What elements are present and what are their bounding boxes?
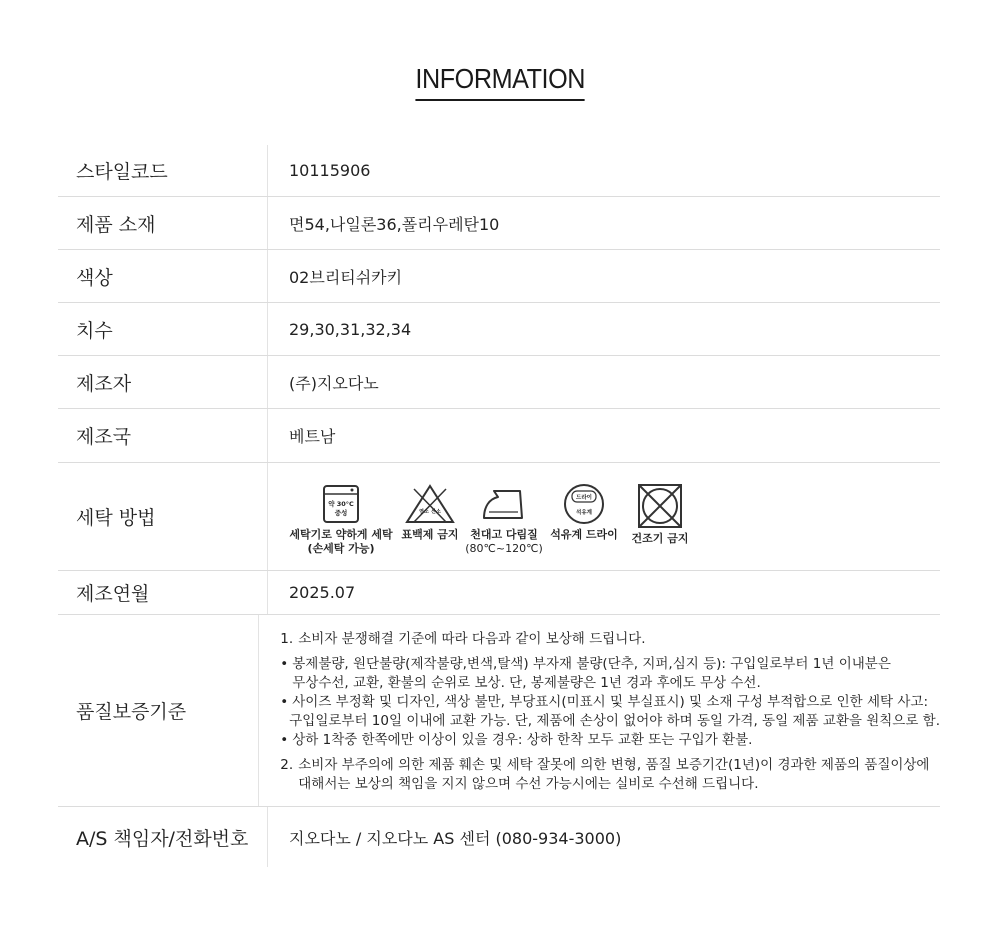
row-manufacturer	[58, 356, 940, 409]
wash-item-iron	[466, 483, 542, 556]
dry-clean-dry: 드라이	[576, 495, 592, 501]
hand-wash-caption-sub: (손세탁 가능)	[307, 542, 375, 555]
quality-item-2-line-1: 소비자 부주의에 의한 제품 훼손 및 세탁 잘못에 의한 변형, 품질 보증기간(1년)이 경과한 제품의 품질이상에	[298, 756, 930, 773]
row-country	[58, 409, 940, 463]
style-code-value: 10115906	[289, 161, 371, 180]
hand-wash-neutral: 중성	[334, 509, 348, 517]
no-bleach-caption: 표백제 금지	[401, 528, 459, 541]
quality-bullet-2-line-1: 사이즈 부정확 및 디자인, 색상 불만, 부당표시(미표시 및 부실표시) 및 소재 구성 부적합으로 인한 세탁 사고:	[292, 693, 929, 710]
dry-clean-petroleum: 석유계	[576, 510, 592, 516]
quality-item-1-text: 소비자 분쟁해결 기준에 따라 다음과 같이 보상해 드립니다.	[298, 630, 646, 647]
wash-item-hand-wash	[288, 483, 394, 556]
color-label: 색상	[58, 250, 268, 302]
row-color	[58, 250, 940, 303]
no-tumble-dry-caption: 건조기 금지	[631, 532, 689, 545]
material-value: 면54,나일론36,폴리우레탄10	[289, 214, 500, 234]
quality-bullet-2	[280, 693, 940, 712]
row-quality	[58, 615, 940, 807]
quality-bullet-1-line-1: 봉제불량, 원단불량(제작불량,변색,탈색) 부자재 불량(단추, 지퍼,심지 등): 구입일로부터 1년 이내분은	[292, 655, 891, 672]
wash-item-dry-clean	[548, 483, 620, 542]
iron-caption-sub: (80℃~120℃)	[465, 542, 543, 555]
quality-bullet-3-text: 상하 1착중 한쪽에만 이상이 있을 경우: 상하 한착 모두 교환 또는 구입가 환불.	[292, 731, 753, 748]
wash-item-no-tumble-dry	[626, 483, 694, 546]
no-bleach-chlorine: 염소	[419, 509, 429, 515]
size-value: 29,30,31,32,34	[289, 319, 412, 339]
row-size	[58, 303, 940, 356]
quality-label: 품질보증기준	[58, 615, 259, 806]
country-value: 베트남	[289, 427, 336, 446]
wash-icons	[268, 477, 940, 556]
manufacturer-value: (주)지오다노	[289, 373, 379, 393]
row-as	[58, 807, 940, 867]
row-style-code	[58, 145, 940, 197]
country-label: 제조국	[58, 409, 268, 462]
quality-item-2-line-2: 대해서는 보상의 책임을 지지 않으며 수선 가능시에는 실비로 수선해 드립니다.	[298, 775, 759, 792]
row-material	[58, 197, 940, 250]
hand-wash-temp: 약 30°C	[328, 500, 354, 508]
as-value: 지오다노 / 지오다노 AS 센터 (080-934-3000)	[289, 828, 622, 848]
as-label: A/S 책임자/전화번호	[58, 807, 268, 867]
no-tumble-dry-icon	[637, 483, 683, 529]
date-value: 2025.07	[289, 583, 356, 602]
hand-wash-caption: 세탁기로 약하게 세탁	[289, 528, 393, 541]
dry-clean-icon	[562, 483, 606, 525]
quality-standard	[259, 616, 940, 806]
wash-item-no-bleach	[400, 483, 460, 542]
hand-wash-icon	[321, 483, 361, 525]
quality-bullet-1-line-2: 무상수선, 교환, 환불의 순위로 보상. 단, 봉제불량은 1년 경과 후에도 무상 수선.	[292, 674, 761, 691]
quality-bullet-2-line-2: 구입일로부터 10일 이내에 교환 가능. 단, 제품에 손상이 없어야 하며 동일 가격, 동일 제품 교환을 원칙으로 함.	[289, 712, 940, 729]
size-label: 치수	[58, 303, 268, 355]
page-title: INFORMATION	[0, 60, 1000, 101]
iron-caption: 천대고 다림질	[470, 528, 538, 541]
quality-item-1	[280, 630, 940, 649]
quality-item-2	[280, 756, 940, 775]
manufacturer-label: 제조자	[58, 356, 268, 408]
no-bleach-oxygen: 산소	[431, 509, 441, 515]
dry-clean-caption: 석유계 드라이	[550, 528, 618, 541]
iron-icon	[480, 483, 528, 525]
bullet-mark: •	[280, 693, 289, 710]
quality-bullet-1	[280, 655, 940, 674]
row-date	[58, 571, 940, 615]
quality-item-1-number: 1.	[280, 630, 294, 647]
bullet-mark: •	[280, 655, 289, 672]
row-wash	[58, 463, 940, 571]
quality-bullet-3	[280, 731, 940, 750]
no-bleach-icon	[404, 483, 456, 525]
date-label: 제조연월	[58, 571, 268, 614]
quality-item-2-number: 2.	[280, 756, 294, 773]
wash-label: 세탁 방법	[58, 463, 268, 570]
style-code-label: 스타일코드	[58, 145, 268, 196]
info-table	[58, 145, 940, 867]
bullet-mark: •	[280, 731, 289, 748]
material-label: 제품 소재	[58, 197, 268, 249]
color-value: 02브리티쉬카키	[289, 267, 403, 287]
